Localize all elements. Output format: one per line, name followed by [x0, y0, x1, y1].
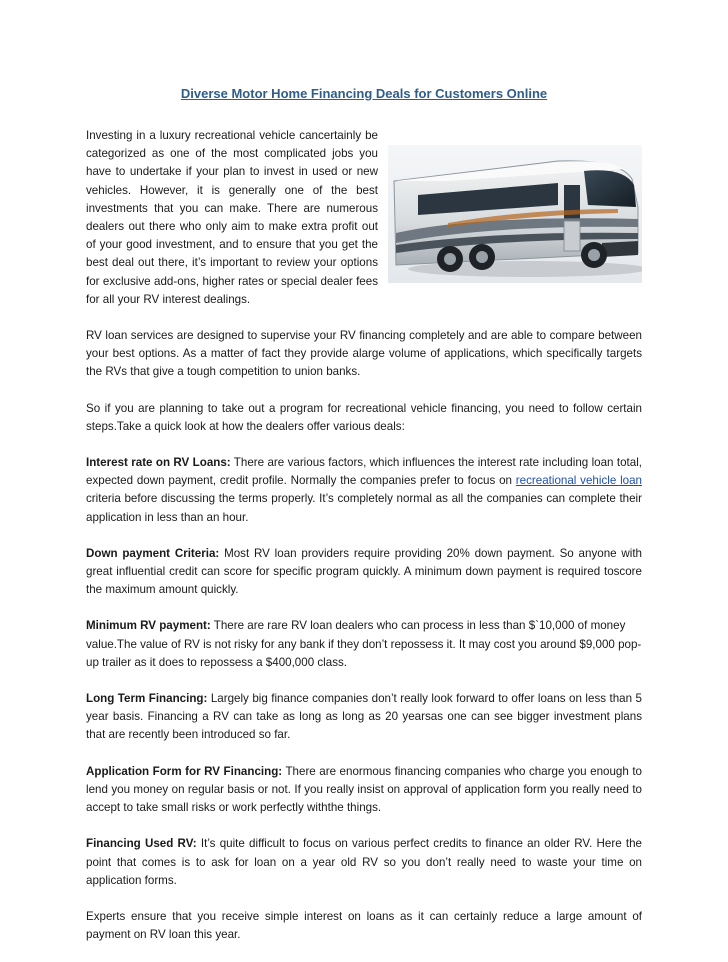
document-title: Diverse Motor Home Financing Deals for Customers Online: [180, 86, 548, 101]
experts-paragraph: Experts ensure that you receive simple interest on loans as it can certainly reduce a large amount of payment on RV loan this year.: [86, 909, 642, 942]
steps-paragraph: So if you are planning to take out a program for recreational vehicle financing, you need to follow certain steps.Take a quick look at how the dealers offer various deals:: [86, 401, 642, 433]
application-form-heading: Application Form for RV Financing:: [86, 764, 283, 778]
used-rv-heading: Financing Used RV:: [86, 837, 197, 851]
interest-rate-heading: Interest rate on RV Loans:: [86, 456, 231, 470]
application-form-text: There are enormous financing companies who charge you enough to lend you money on regular basis or not. If you really insist on approval of application form you really need to accept to take small risks or work perfectly withthe things.: [86, 764, 643, 815]
services-paragraph: RV loan services are designed to supervise your RV financing completely and are able to compare between your best options. As a matter of fact they provide alarge volume of applications, which specifically targets the RVs that give a tough competition to union banks.: [86, 329, 642, 379]
article-body: [86, 127, 642, 962]
intro-text: Investing in a luxury recreational vehicle cancertainly be categorized as one of the most complicated jobs you have to undertake if your plan to invest in used or new vehicles. However, it is generally one of the best investments that you can make. There are numerous dealers out there who only aim to make extra profit out of your good investment, and to ensure that you get the best deal out there, it’s important to review your options for exclusive add-ons, higher rates or special dealer fees for all your RV interest dealings.: [86, 129, 378, 306]
interest-rate-text-before: There are various factors, which influences the interest rate including loan total, expected down payment, credit profile. Normally the companies prefer to focus on: [86, 456, 642, 488]
down-payment-paragraph: [86, 545, 642, 600]
interest-rate-text-after: criteria before discussing the terms properly. It’s completely normal as all the companies can complete their application in less than an hour.: [86, 492, 642, 524]
used-rv-text: It’s quite difficult to focus on various perfect credits to finance an older RV. Here the point that comes is to ask for loan on a year old RV so you don’t really need to waste your time on application forms.: [86, 837, 642, 887]
application-form-paragraph: [86, 763, 642, 818]
minimum-payment-paragraph: [86, 617, 642, 672]
down-payment-heading: Down payment Criteria:: [86, 546, 220, 560]
minimum-payment-heading: Minimum RV payment:: [86, 619, 211, 633]
interest-rate-paragraph: [86, 454, 642, 527]
long-term-text: Largely big finance companies don’t really look forward to offer loans on less than 5 year basis. Financing a RV can take as long as long as 20 yearsas one can see bigger investment plans that are recently been introduced so far.: [86, 692, 642, 742]
intro-paragraph: [86, 127, 642, 309]
motor-home-photo: [388, 145, 642, 283]
used-rv-paragraph: [86, 835, 642, 890]
minimum-payment-text: There are rare RV loan dealers who can process in less than $`10,000 of money value.The value of RV is not risky for any bank if they don’t repossess it. It may cost you around $9,000 pop-up trailer as it does to repossess a $400,000 class.: [86, 619, 642, 669]
long-term-heading: Long Term Financing:: [86, 692, 208, 706]
long-term-paragraph: [86, 690, 642, 745]
down-payment-text: Most RV loan providers require providing 20% down payment. So anyone with great influential credit can score for specific program quickly. A minimum down payment is required toscore the maximum amount quickly.: [86, 546, 642, 597]
recreational-vehicle-loan-link[interactable]: recreational vehicle loan: [515, 474, 643, 488]
